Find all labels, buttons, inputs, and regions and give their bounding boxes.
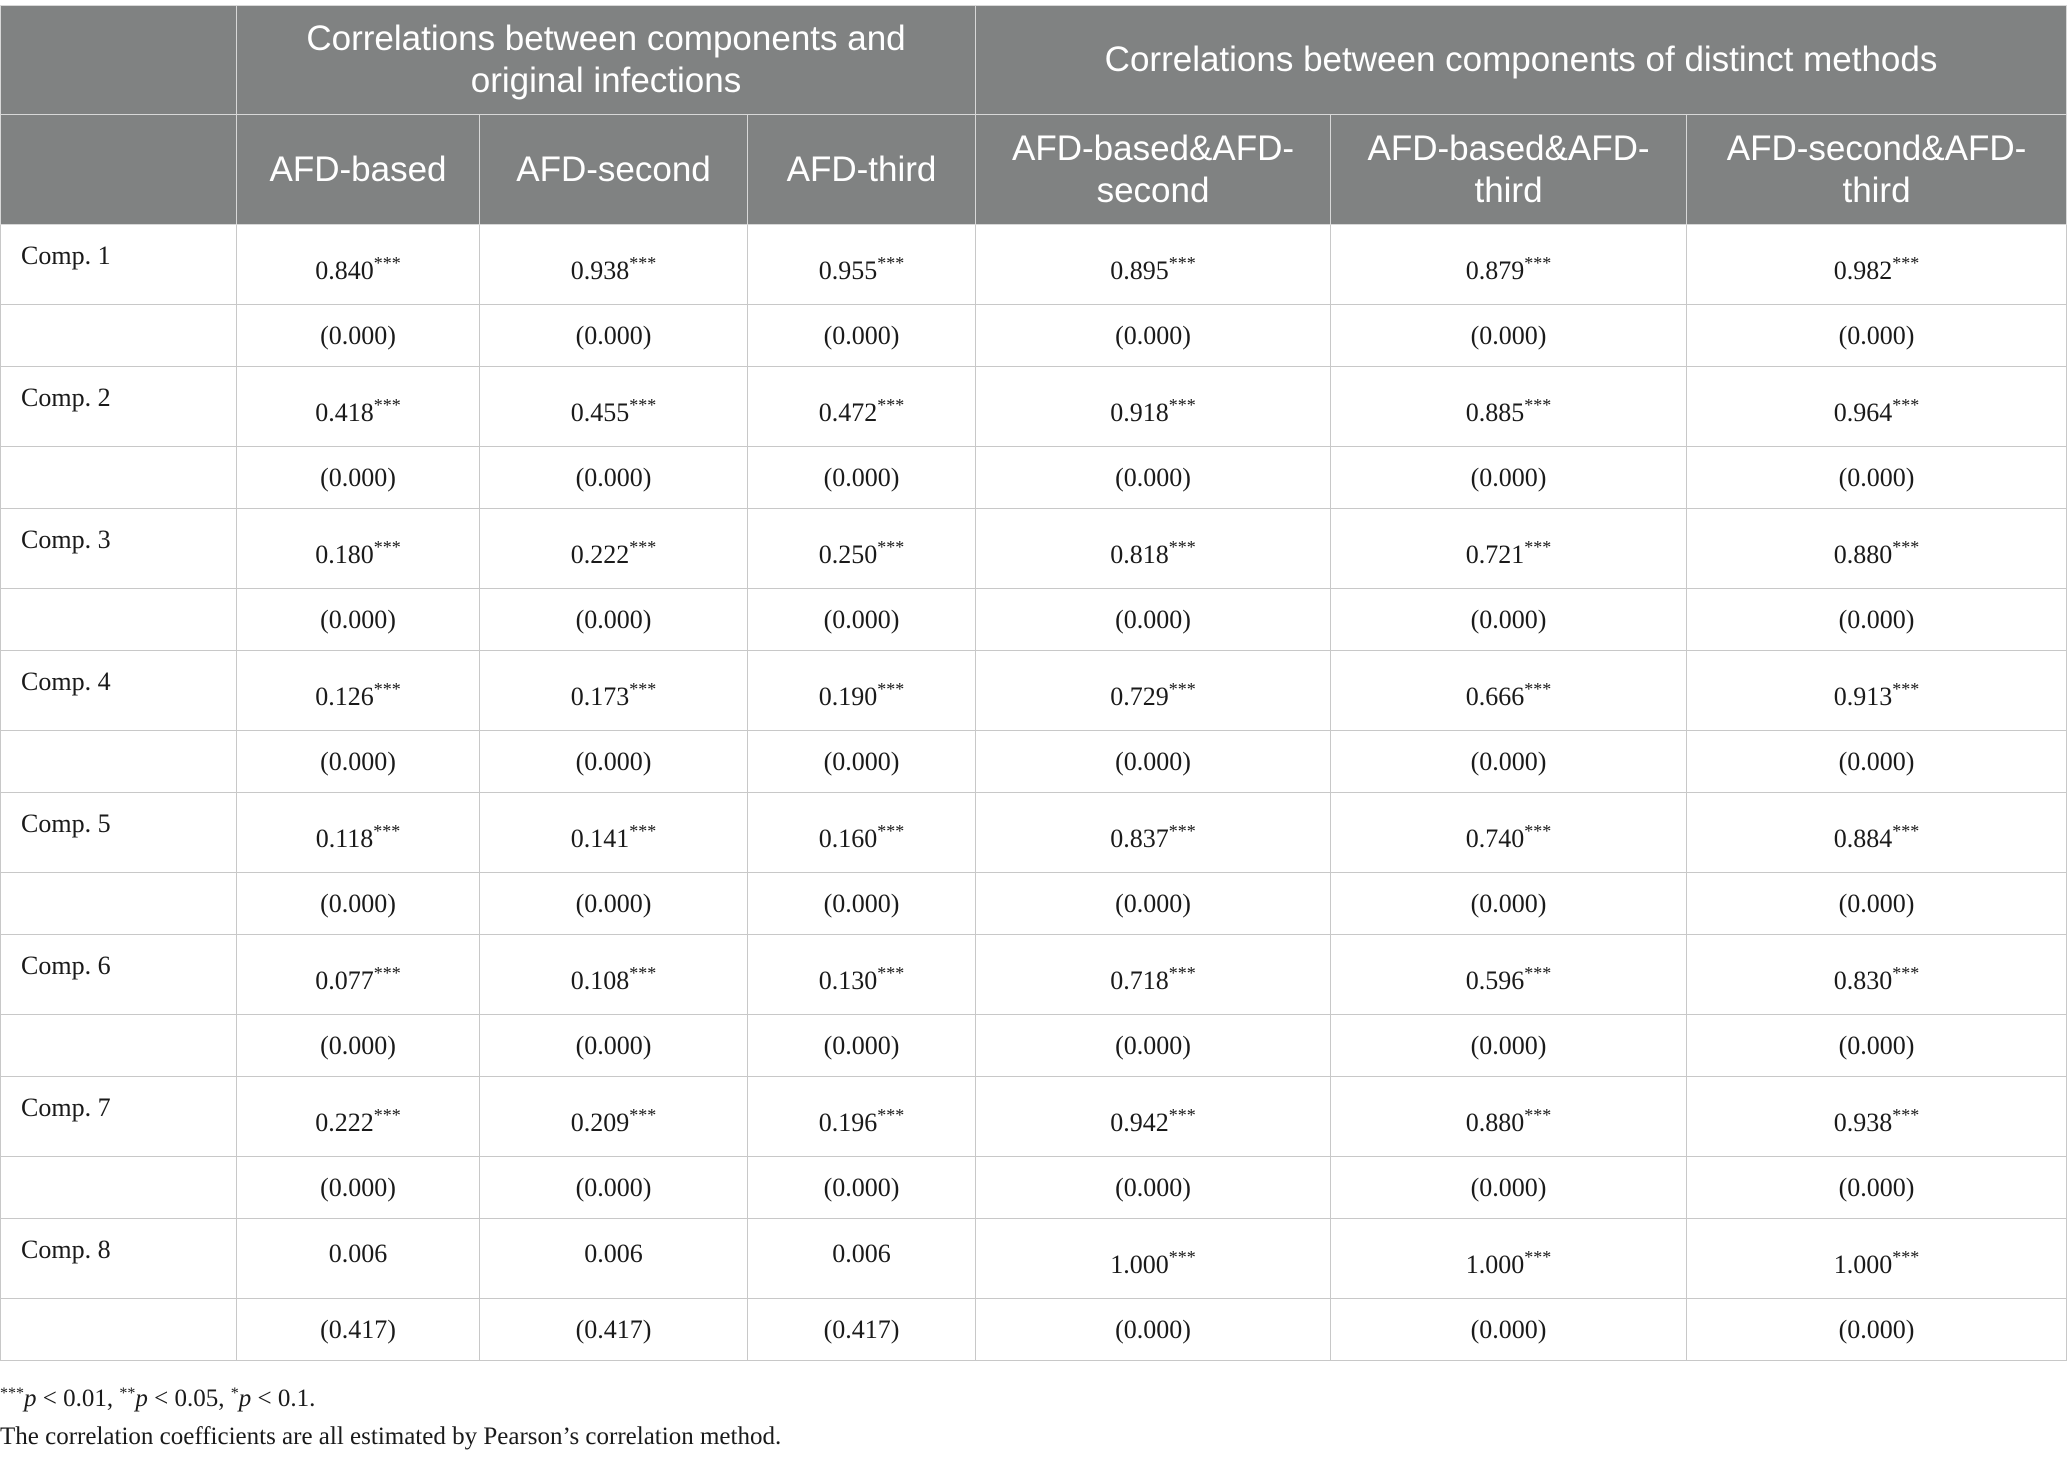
- coefficient-value: 0.666: [1465, 681, 1525, 711]
- row-label: Comp. 1: [1, 225, 237, 305]
- coefficient-cell: [1331, 935, 1687, 1015]
- coefficient-value: 0.180: [315, 539, 374, 569]
- significance-stars: ***: [1168, 962, 1196, 983]
- p-value-cell: (0.000): [976, 1157, 1331, 1219]
- coefficient-cell: [976, 225, 1331, 305]
- significance-stars: ***: [1524, 1246, 1552, 1267]
- coefficient-cell: [748, 935, 976, 1015]
- p-value-cell: (0.000): [237, 1157, 480, 1219]
- significance-stars: ***: [1892, 252, 1920, 273]
- coefficient-value: 0.880: [1465, 1107, 1525, 1137]
- stars-symbol: *: [230, 1385, 239, 1402]
- coefficient-value: 0.006: [832, 1239, 891, 1268]
- coefficient-cell: [976, 1077, 1331, 1157]
- coefficient-cell: [748, 793, 976, 873]
- significance-stars: ***: [1892, 962, 1920, 983]
- table-row: [1, 225, 2067, 305]
- p-value-cell: (0.000): [1687, 873, 2067, 935]
- table-row: [1, 1077, 2067, 1157]
- column-header: AFD-third: [748, 115, 976, 225]
- row-label-empty: [1, 447, 237, 509]
- coefficient-cell: [748, 1077, 976, 1157]
- p-value-cell: (0.000): [1687, 731, 2067, 793]
- coefficient-cell: [976, 793, 1331, 873]
- p-value-cell: (0.000): [1331, 731, 1687, 793]
- coefficient-value: 0.938: [1833, 1107, 1893, 1137]
- table-row: [1, 1219, 2067, 1299]
- significance-stars: ***: [1168, 1104, 1196, 1125]
- table-row: [1, 589, 2067, 651]
- coefficient-value: 0.884: [1833, 823, 1893, 853]
- p-value-cell: (0.000): [480, 1157, 748, 1219]
- coefficient-value: 0.918: [1110, 397, 1169, 427]
- table-row: [1, 447, 2067, 509]
- p-value-cell: (0.000): [1331, 447, 1687, 509]
- stars-symbol: ***: [0, 1385, 24, 1402]
- p-value-cell: (0.000): [480, 305, 748, 367]
- column-header: AFD-based&AFD-third: [1331, 115, 1687, 225]
- significance-stars: ***: [877, 394, 905, 415]
- coefficient-cell: [480, 935, 748, 1015]
- coefficient-cell: [237, 509, 480, 589]
- coefficient-cell: [1331, 651, 1687, 731]
- coefficient-cell: [237, 1219, 480, 1299]
- coefficient-value: 0.006: [584, 1239, 643, 1268]
- header-columns-row: [1, 115, 2067, 225]
- coefficient-cell: [1331, 367, 1687, 447]
- coefficient-cell: [237, 225, 480, 305]
- significance-stars: ***: [877, 536, 905, 557]
- significance-stars: ***: [1524, 678, 1552, 699]
- coefficient-cell: [237, 793, 480, 873]
- coefficient-value: 0.942: [1110, 1107, 1169, 1137]
- column-header: AFD-based: [237, 115, 480, 225]
- coefficient-cell: [1687, 793, 2067, 873]
- p-value-cell: (0.000): [1687, 1299, 2067, 1361]
- column-header: AFD-second&AFD-third: [1687, 115, 2067, 225]
- table-body: [1, 225, 2067, 1361]
- p-value-cell: (0.000): [480, 589, 748, 651]
- table-row: [1, 1015, 2067, 1077]
- coefficient-cell: [480, 1077, 748, 1157]
- significance-stars: ***: [1524, 536, 1552, 557]
- stars-symbol: **: [119, 1385, 136, 1402]
- row-label-empty: [1, 1015, 237, 1077]
- significance-note: [0, 1380, 781, 1418]
- table-row: [1, 305, 2067, 367]
- coefficient-value: 0.222: [315, 1107, 374, 1137]
- significance-stars: ***: [1892, 1104, 1920, 1125]
- header-group-right: Correlations between components of distinct methods: [976, 6, 2067, 115]
- coefficient-value: 0.173: [570, 681, 630, 711]
- table-row: [1, 731, 2067, 793]
- coefficient-cell: [480, 651, 748, 731]
- significance-stars: ***: [877, 252, 905, 273]
- p-value-cell: (0.000): [1331, 1157, 1687, 1219]
- p-value-cell: (0.000): [237, 589, 480, 651]
- p-value-cell: (0.000): [1331, 589, 1687, 651]
- table-row: [1, 1157, 2067, 1219]
- significance-stars: ***: [1168, 678, 1196, 699]
- row-label: Comp. 7: [1, 1077, 237, 1157]
- significance-threshold: < 0.05,: [147, 1385, 231, 1412]
- significance-stars: ***: [1892, 678, 1920, 699]
- p-value-cell: (0.000): [748, 589, 976, 651]
- p-value-cell: (0.000): [976, 1015, 1331, 1077]
- coefficient-cell: [1687, 935, 2067, 1015]
- p-value-cell: (0.000): [976, 873, 1331, 935]
- p-value-cell: (0.000): [1687, 305, 2067, 367]
- p-value-cell: (0.000): [480, 1015, 748, 1077]
- p-value-cell: (0.000): [480, 447, 748, 509]
- significance-stars: ***: [373, 394, 401, 415]
- row-label: Comp. 8: [1, 1219, 237, 1299]
- coefficient-cell: [1687, 651, 2067, 731]
- significance-stars: ***: [1168, 394, 1196, 415]
- significance-stars: ***: [1892, 820, 1920, 841]
- significance-stars: ***: [1892, 1246, 1920, 1267]
- p-value-cell: (0.000): [237, 731, 480, 793]
- coefficient-cell: [1331, 793, 1687, 873]
- significance-stars: ***: [1168, 252, 1196, 273]
- significance-stars: ***: [877, 820, 905, 841]
- row-label-empty: [1, 731, 237, 793]
- significance-stars: ***: [629, 678, 657, 699]
- table-row: [1, 935, 2067, 1015]
- p-letter: p: [24, 1385, 37, 1412]
- coefficient-value: 0.250: [818, 539, 878, 569]
- significance-stars: ***: [877, 1104, 905, 1125]
- significance-stars: ***: [1524, 252, 1552, 273]
- method-note: The correlation coefficients are all estimated by Pearson’s correlation method.: [0, 1423, 782, 1450]
- significance-stars: ***: [373, 1104, 401, 1125]
- significance-stars: ***: [373, 678, 401, 699]
- coefficient-value: 0.955: [818, 255, 878, 285]
- p-value-cell: (0.000): [976, 589, 1331, 651]
- p-value-cell: (0.000): [748, 873, 976, 935]
- coefficient-value: 0.077: [315, 965, 374, 995]
- row-label-empty: [1, 1157, 237, 1219]
- coefficient-value: 0.718: [1110, 965, 1169, 995]
- coefficient-value: 1.000: [1465, 1249, 1525, 1279]
- coefficient-cell: [748, 1219, 976, 1299]
- coefficient-cell: [748, 225, 976, 305]
- correlation-table-container: [0, 5, 2066, 1361]
- row-label: Comp. 4: [1, 651, 237, 731]
- coefficient-value: 1.000: [1110, 1249, 1169, 1279]
- p-value-cell: (0.000): [748, 1157, 976, 1219]
- coefficient-value: 0.885: [1465, 397, 1525, 427]
- table-row: [1, 651, 2067, 731]
- p-value-cell: (0.000): [1687, 1157, 2067, 1219]
- row-label: Comp. 2: [1, 367, 237, 447]
- table-row: [1, 1299, 2067, 1361]
- significance-stars: ***: [1168, 1246, 1196, 1267]
- p-letter: p: [238, 1385, 252, 1412]
- coefficient-cell: [237, 1077, 480, 1157]
- coefficient-value: 0.190: [818, 681, 878, 711]
- p-value-cell: (0.000): [1331, 1299, 1687, 1361]
- coefficient-value: 0.108: [570, 965, 630, 995]
- p-value-cell: (0.000): [237, 447, 480, 509]
- coefficient-value: 0.895: [1110, 255, 1169, 285]
- p-value-cell: (0.000): [237, 305, 480, 367]
- coefficient-cell: [480, 1219, 748, 1299]
- coefficient-cell: [1331, 1219, 1687, 1299]
- significance-stars: ***: [1168, 820, 1196, 841]
- p-value-cell: (0.000): [480, 731, 748, 793]
- coefficient-value: 0.196: [818, 1107, 878, 1137]
- coefficient-cell: [237, 651, 480, 731]
- coefficient-cell: [1331, 225, 1687, 305]
- coefficient-value: 0.141: [570, 823, 630, 853]
- p-value-cell: (0.000): [748, 305, 976, 367]
- table-row: [1, 793, 2067, 873]
- coefficient-value: 0.472: [818, 397, 878, 427]
- coefficient-value: 0.982: [1833, 255, 1893, 285]
- coefficient-value: 0.837: [1110, 823, 1169, 853]
- significance-stars: ***: [1892, 536, 1920, 557]
- row-label: Comp. 3: [1, 509, 237, 589]
- significance-stars: ***: [1524, 820, 1552, 841]
- coefficient-cell: [480, 367, 748, 447]
- header-corner-cell: [1, 115, 237, 225]
- significance-stars: ***: [629, 1104, 657, 1125]
- coefficient-cell: [1687, 1219, 2067, 1299]
- coefficient-cell: [1687, 509, 2067, 589]
- header-corner-cell: [1, 6, 237, 115]
- row-label: Comp. 5: [1, 793, 237, 873]
- significance-stars: ***: [877, 678, 905, 699]
- significance-stars: ***: [1524, 394, 1552, 415]
- coefficient-cell: [1687, 1077, 2067, 1157]
- coefficient-value: 0.209: [570, 1107, 630, 1137]
- coefficient-value: 0.830: [1833, 965, 1893, 995]
- significance-stars: ***: [629, 962, 657, 983]
- significance-threshold: < 0.01,: [36, 1385, 120, 1412]
- p-value-cell: (0.000): [748, 447, 976, 509]
- row-label: Comp. 6: [1, 935, 237, 1015]
- significance-stars: ***: [1524, 1104, 1552, 1125]
- coefficient-value: 0.130: [818, 965, 878, 995]
- p-value-cell: (0.000): [1331, 873, 1687, 935]
- coefficient-value: 1.000: [1833, 1249, 1893, 1279]
- coefficient-value: 0.160: [818, 823, 878, 853]
- coefficient-value: 0.729: [1110, 681, 1169, 711]
- coefficient-value: 0.418: [315, 397, 374, 427]
- coefficient-value: 0.879: [1465, 255, 1525, 285]
- coefficient-cell: [976, 509, 1331, 589]
- coefficient-cell: [976, 651, 1331, 731]
- p-value-cell: (0.000): [976, 731, 1331, 793]
- coefficient-cell: [1687, 225, 2067, 305]
- coefficient-value: 0.006: [328, 1239, 388, 1268]
- significance-stars: ***: [1168, 536, 1196, 557]
- p-value-cell: (0.000): [1687, 447, 2067, 509]
- p-value-cell: (0.417): [748, 1299, 976, 1361]
- p-value-cell: (0.417): [237, 1299, 480, 1361]
- significance-stars: ***: [373, 962, 401, 983]
- coefficient-cell: [237, 367, 480, 447]
- table-footnotes: [0, 1380, 781, 1456]
- p-value-cell: (0.000): [1331, 1015, 1687, 1077]
- row-label-empty: [1, 1299, 237, 1361]
- coefficient-cell: [480, 793, 748, 873]
- coefficient-cell: [748, 367, 976, 447]
- coefficient-cell: [480, 509, 748, 589]
- significance-stars: ***: [629, 536, 657, 557]
- coefficient-value: 0.126: [315, 681, 374, 711]
- coefficient-cell: [1331, 1077, 1687, 1157]
- row-label-empty: [1, 589, 237, 651]
- column-header: AFD-second: [480, 115, 748, 225]
- table-row: [1, 509, 2067, 589]
- coefficient-value: 0.118: [315, 823, 374, 853]
- coefficient-value: 0.840: [315, 255, 374, 285]
- coefficient-value: 0.880: [1833, 539, 1893, 569]
- coefficient-cell: [976, 1219, 1331, 1299]
- significance-stars: ***: [373, 252, 401, 273]
- coefficient-cell: [976, 367, 1331, 447]
- significance-stars: ***: [629, 394, 657, 415]
- coefficient-value: 0.964: [1833, 397, 1893, 427]
- significance-threshold: < 0.1.: [251, 1385, 316, 1412]
- header-group-left: Correlations between components and original infections: [237, 6, 976, 115]
- table-row: [1, 367, 2067, 447]
- p-value-cell: (0.000): [1331, 305, 1687, 367]
- coefficient-value: 0.938: [570, 255, 630, 285]
- coefficient-value: 0.455: [570, 397, 630, 427]
- p-value-cell: (0.000): [237, 873, 480, 935]
- significance-stars: ***: [373, 820, 401, 841]
- coefficient-value: 0.740: [1465, 823, 1525, 853]
- coefficient-cell: [748, 651, 976, 731]
- correlation-table: [0, 5, 2067, 1361]
- significance-stars: ***: [629, 252, 657, 273]
- coefficient-cell: [480, 225, 748, 305]
- row-label-empty: [1, 873, 237, 935]
- coefficient-cell: [976, 935, 1331, 1015]
- p-letter: p: [135, 1385, 148, 1412]
- significance-stars: ***: [1524, 962, 1552, 983]
- p-value-cell: (0.000): [1687, 589, 2067, 651]
- p-value-cell: (0.000): [976, 305, 1331, 367]
- coefficient-value: 0.596: [1465, 965, 1525, 995]
- p-value-cell: (0.000): [480, 873, 748, 935]
- coefficient-value: 0.721: [1465, 539, 1525, 569]
- significance-stars: ***: [1892, 394, 1920, 415]
- significance-stars: ***: [877, 962, 905, 983]
- p-value-cell: (0.000): [748, 731, 976, 793]
- column-header: AFD-based&AFD-second: [976, 115, 1331, 225]
- coefficient-value: 0.222: [570, 539, 630, 569]
- coefficient-cell: [237, 935, 480, 1015]
- coefficient-cell: [1331, 509, 1687, 589]
- header-group-row: [1, 6, 2067, 115]
- significance-stars: ***: [373, 536, 401, 557]
- table-row: [1, 873, 2067, 935]
- p-value-cell: (0.000): [976, 447, 1331, 509]
- coefficient-cell: [748, 509, 976, 589]
- p-value-cell: (0.000): [1687, 1015, 2067, 1077]
- table-header: [1, 6, 2067, 225]
- p-value-cell: (0.000): [976, 1299, 1331, 1361]
- p-value-cell: (0.000): [237, 1015, 480, 1077]
- significance-stars: ***: [629, 820, 657, 841]
- row-label-empty: [1, 305, 237, 367]
- coefficient-cell: [1687, 367, 2067, 447]
- p-value-cell: (0.417): [480, 1299, 748, 1361]
- coefficient-value: 0.818: [1110, 539, 1169, 569]
- p-value-cell: (0.000): [748, 1015, 976, 1077]
- coefficient-value: 0.913: [1833, 681, 1893, 711]
